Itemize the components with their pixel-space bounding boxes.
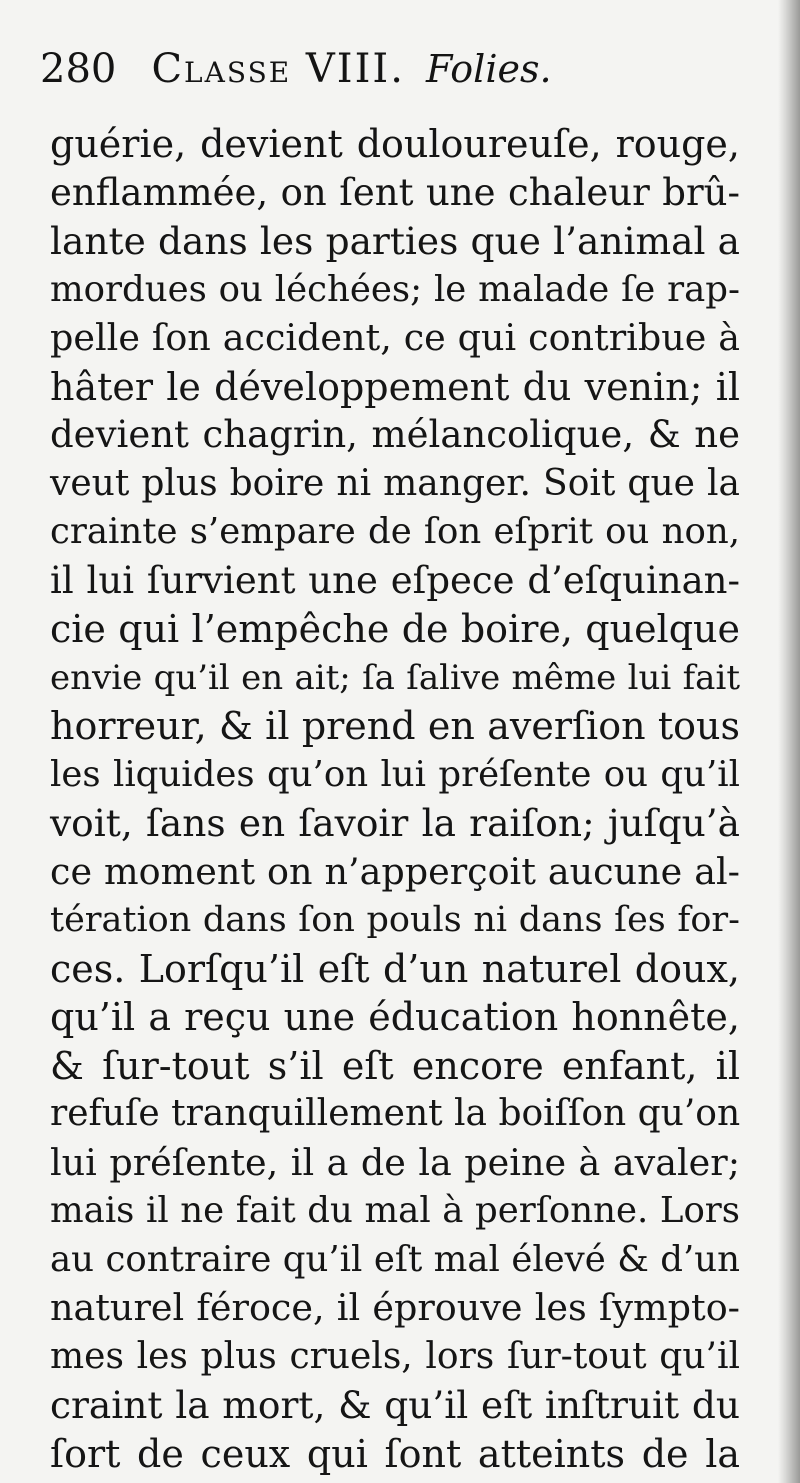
- text-line: il lui ſurvient une eſpece d’eſquinan-: [50, 558, 740, 602]
- text-line: enflammée, on ſent une chaleur brû-: [50, 170, 740, 214]
- text-line: voit, ſans en ſavoir la raiſon; juſqu’à: [50, 801, 740, 845]
- text-line: lante dans les parties que l’animal a: [50, 219, 740, 263]
- text-line: & ſur-tout s’il eſt encore enfant, il: [50, 1043, 740, 1088]
- text-line: naturel féroce, il éprouve les ſympto-: [50, 1286, 740, 1329]
- text-line: devient chagrin, mélancolique, & ne: [50, 413, 740, 456]
- text-line: horreur, & il prend en averſion tous: [50, 704, 740, 748]
- text-line: envie qu’il en ait; ſa ſalive même lui fait: [50, 657, 740, 698]
- text-line: mordues ou léchées; le malade ſe rap-: [50, 268, 740, 310]
- text-line: au contraire qu’il eſt mal élevé & d’un: [50, 1238, 740, 1280]
- running-section: Folies.: [426, 47, 552, 91]
- text-line: crainte s’empare de ſon eſprit ou non,: [50, 511, 740, 552]
- text-line: mais il ne fait du mal à perſonne. Lors: [50, 1190, 740, 1231]
- text-line: craint la mort, & qu’il eſt inſtruit du: [50, 1383, 740, 1427]
- running-header: [40, 46, 740, 110]
- text-line: ces. Lorſqu’il eſt d’un naturel doux,: [50, 946, 740, 991]
- page-number: 280: [40, 46, 117, 92]
- text-line: pelle ſon accident, ce qui contribue à: [50, 316, 740, 359]
- page-edge-shadow: [778, 0, 800, 1483]
- text-line: mes les plus cruels, lors ſur-tout qu’il: [50, 1335, 740, 1377]
- text-line: qu’il a reçu une éducation honnête,: [50, 995, 740, 1039]
- body-text: [50, 120, 740, 1478]
- text-line: refuſe tranquillement la boiſſon qu’on: [50, 1093, 741, 1134]
- running-title: Classe VIII.: [151, 46, 405, 92]
- text-line: cie qui l’empêche de boire, quelque: [50, 607, 740, 651]
- text-line: lui préſente, il a de la peine à avaler;: [50, 1140, 740, 1184]
- text-line: ce moment on n’apperçoit aucune al-: [50, 849, 740, 893]
- text-line: tération dans ſon pouls ni dans ſes for-: [50, 900, 740, 940]
- text-line: les liquides qu’on lui préſente ou qu’il: [50, 753, 740, 795]
- text-line: hâter le développement du venin; il: [50, 364, 740, 409]
- text-line: ſort de ceux qui ſont atteints de la: [50, 1431, 740, 1476]
- text-line: veut plus boire ni manger. Soit que la: [50, 462, 740, 504]
- text-line: guérie, devient douloureuſe, rouge,: [50, 122, 740, 166]
